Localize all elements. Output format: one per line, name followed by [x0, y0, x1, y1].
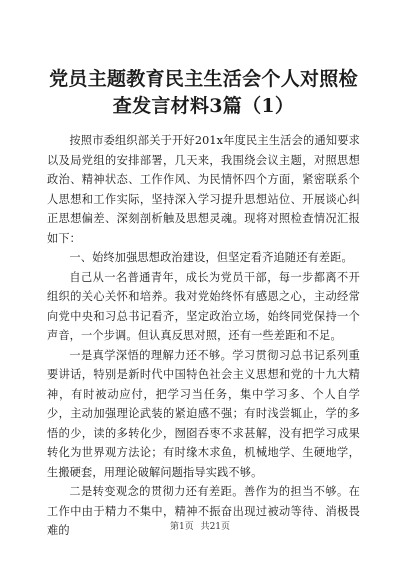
page-footer: [0, 521, 400, 533]
paragraph-point-one: 一是真学深悟的理解力还不够。学习贯彻习总书记系列重要讲话，特别是新时代中国特色社会主义思想和党的十九大精神，有时被动应付，把学习当任务，集中学习多、个人自学少，主动加强理论武装的紧迫感不强；有时浅尝辄止，学的多悟的少，读的多转化少，囫囵吞枣不求甚解，没有把学习成果转化为世界观方法论；有时缘木求鱼，机械地学、生硬地学，生搬硬套，用理论破解问题指导实践不够。: [47, 348, 360, 479]
paragraph-intro: 按照市委组织部关于开好201x年度民主生活会的通知要求以及局党组的安排部署，几天来，我围绕会议主题，对照思想政治、精神状态、工作作风、为民情怀四个方面，紧密联系个人思想和工作实际，坚持深入学习提升思想站位、开展谈心纠正思想偏差、深刻剖析触及思想灵魂。现将对照检查情况汇报如下：: [47, 134, 360, 245]
section-heading-1: 一、始终加强思想政治建设，但坚定看齐追随还有差距。: [69, 251, 353, 264]
page-total: 共21页: [200, 522, 231, 532]
page-number: 第1页: [169, 522, 194, 532]
document-title: 党员主题教育民主生活会个人对照检查发言材料3篇（1）: [49, 68, 358, 117]
paragraph-point-two: 二是转变观念的贯彻力还有差距。善作为的担当不够。在工作中由于精力不集中，精神不振奋出现过被动等待、消极畏难的: [47, 485, 360, 537]
document-body: [47, 131, 360, 541]
paragraph-growth: 自己从一名普通青年，成长为党员干部，每一步都离不开组织的关心关怀和培养。我对党始终怀有感恩之心，主动经常向党中央和习总书记看齐，坚定政治立场，始终同党保持一个声音，一个步调。但认真反思对照，还有一些差距和不足。: [47, 270, 360, 342]
